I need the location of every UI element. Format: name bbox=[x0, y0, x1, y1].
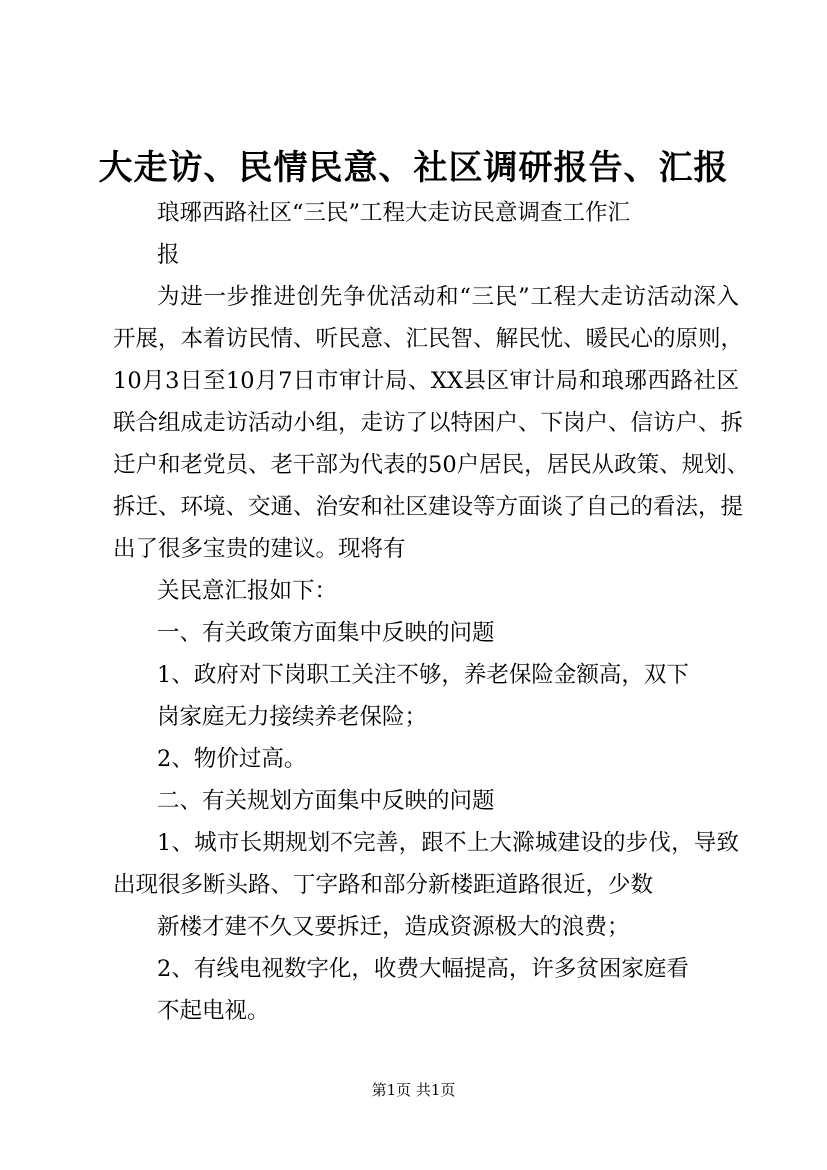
subtitle-line-1: 琅琊西路社区“三民”工程大走访民意调查工作汇 bbox=[157, 200, 631, 226]
policy-item-1-line-2: 岗家庭无力接续养老保险； bbox=[157, 704, 428, 730]
policy-item-1-line-1: 1、政府对下岗职工关注不够，养老保险金额高，双下 bbox=[157, 662, 689, 688]
subtitle-line-2: 报 bbox=[157, 242, 180, 268]
body-line-8: 关民意汇报如下： bbox=[157, 578, 338, 604]
body-line-5: 迁户和老党员、老干部为代表的50户居民，居民从政策、规划、 bbox=[113, 452, 750, 478]
body-line-4: 联合组成走访活动小组，走访了以特困户、下岗户、信访户、拆 bbox=[113, 410, 744, 436]
planning-item-1-line-3: 新楼才建不久又要拆迁，造成资源极大的浪费； bbox=[157, 914, 630, 940]
planning-item-1-line-2: 出现很多断头路、丁字路和部分新楼距道路很近，少数 bbox=[113, 872, 654, 898]
section-heading-planning: 二、有关规划方面集中反映的问题 bbox=[157, 788, 495, 814]
section-heading-policy: 一、有关政策方面集中反映的问题 bbox=[157, 620, 495, 646]
planning-item-2-line-1: 2、有线电视数字化，收费大幅提高，许多贫困家庭看 bbox=[157, 956, 689, 982]
body-line-3: 10月3日至10月7日市审计局、XX县区审计局和琅琊西路社区 bbox=[113, 368, 739, 394]
policy-item-2: 2、物价过高。 bbox=[157, 746, 307, 772]
page-footer: 第1页 共1页 bbox=[371, 1081, 456, 1099]
body-line-6: 拆迁、环境、交通、治安和社区建设等方面谈了自己的看法，提 bbox=[113, 494, 744, 520]
body-line-2: 开展，本着访民情、听民意、汇民智、解民忧、暖民心的原则， bbox=[113, 326, 744, 352]
body-line-1: 为进一步推进创先争优活动和“三民”工程大走访活动深入 bbox=[157, 284, 739, 310]
planning-item-1-line-1: 1、城市长期规划不完善，跟不上大滁城建设的步伐，导致 bbox=[157, 830, 739, 856]
document-title: 大走访、民情民意、社区调研报告、汇报 bbox=[98, 148, 729, 188]
planning-item-2-line-2: 不起电视。 bbox=[157, 998, 270, 1024]
body-line-7: 出了很多宝贵的建议。现将有 bbox=[113, 536, 406, 562]
